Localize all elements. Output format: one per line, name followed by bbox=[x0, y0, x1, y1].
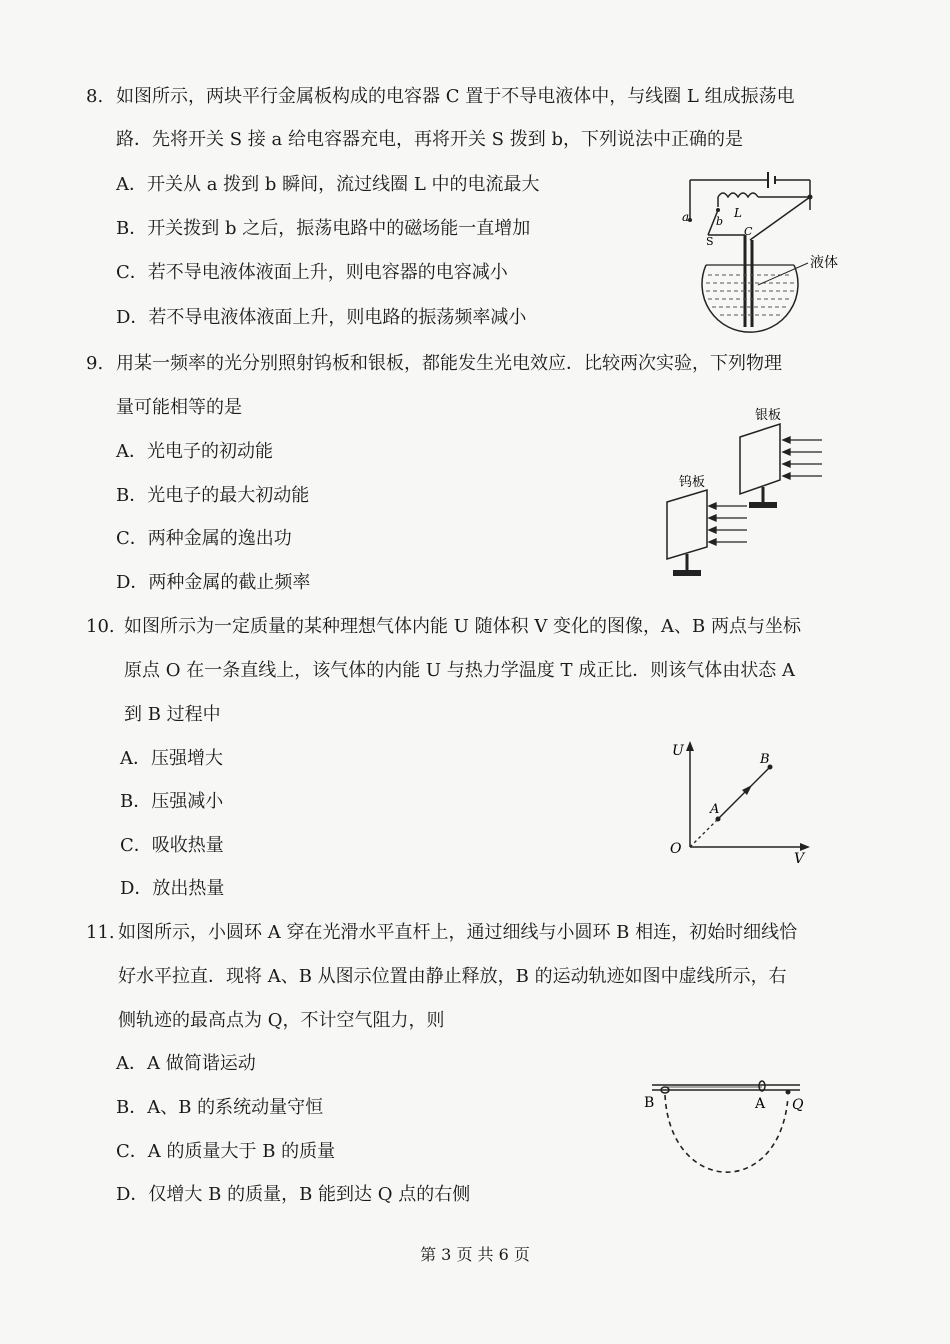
q11-option-a: A．A 做简谐运动 bbox=[116, 1053, 256, 1074]
q11-number: 11. bbox=[86, 922, 115, 943]
q10-label-o: O bbox=[670, 841, 682, 857]
q10-label-b: B bbox=[760, 752, 770, 767]
q9-option-d: D．两种金属的截止频率 bbox=[116, 572, 311, 593]
q9-figure-photoelectric bbox=[655, 402, 835, 587]
q10-option-a: A．压强增大 bbox=[120, 748, 223, 769]
q11-stem-line2: 好水平拉直．现将 A、B 从图示位置由静止释放，B 的运动轨迹如图中虚线所示，右 bbox=[118, 966, 787, 987]
q8-option-a: A．开关从 a 拨到 b 瞬间，流过线圈 L 中的电流最大 bbox=[116, 174, 540, 195]
q11-option-d: D．仅增大 B 的质量，B 能到达 Q 点的右侧 bbox=[116, 1184, 471, 1205]
q11-stem-line3: 侧轨迹的最高点为 Q，不计空气阻力，则 bbox=[118, 1010, 445, 1031]
page-footer: 第 3 页 共 6 页 bbox=[420, 1245, 530, 1264]
q9-number: 9. bbox=[86, 353, 104, 374]
q10-label-u: U bbox=[672, 743, 684, 759]
q10-label-v: V bbox=[794, 851, 805, 867]
q8-number: 8. bbox=[86, 86, 104, 107]
q11-label-b: B bbox=[644, 1095, 655, 1111]
q8-label-l: L bbox=[734, 206, 742, 220]
q8-label-c: C bbox=[744, 225, 753, 238]
q9-option-c: C．两种金属的逸出功 bbox=[116, 528, 292, 549]
q11-option-b: B．A、B 的系统动量守恒 bbox=[116, 1097, 324, 1118]
q10-option-b: B．压强减小 bbox=[120, 791, 224, 812]
q8-stem-line1: 如图所示，两块平行金属板构成的电容器 C 置于不导电液体中，与线圈 L 组成振荡电 bbox=[116, 86, 795, 107]
q8-label-s: S bbox=[706, 235, 714, 248]
q10-figure-uv-graph bbox=[660, 735, 820, 870]
q10-stem-line2: 原点 O 在一条直线上，该气体的内能 U 与热力学温度 T 成正比．则该气体由状态 A bbox=[124, 660, 795, 681]
q8-label-liquid: 液体 bbox=[810, 255, 838, 271]
q9-stem-line2: 量可能相等的是 bbox=[116, 397, 242, 418]
q10-stem-line1: 如图所示为一定质量的某种理想气体内能 U 随体积 V 变化的图像，A、B 两点与坐标 bbox=[124, 616, 802, 637]
q9-option-b: B．光电子的最大初动能 bbox=[116, 485, 310, 506]
q8-option-b: B．开关拨到 b 之后，振荡电路中的磁场能一直增加 bbox=[116, 218, 531, 239]
q9-stem-line1: 用某一频率的光分别照射钨板和银板，都能发生光电效应．比较两次实验，下列物理 bbox=[116, 353, 782, 374]
q8-option-d: D．若不导电液体液面上升，则电路的振荡频率减小 bbox=[116, 307, 527, 328]
q9-label-tungsten: 钨板 bbox=[679, 475, 706, 490]
q11-label-a: A bbox=[755, 1096, 766, 1112]
q11-option-c: C．A 的质量大于 B 的质量 bbox=[116, 1141, 336, 1162]
q9-option-a: A．光电子的初动能 bbox=[116, 441, 273, 462]
q8-label-b: b bbox=[716, 215, 724, 228]
q11-stem-line1: 如图所示，小圆环 A 穿在光滑水平直杆上，通过细线与小圆环 B 相连，初始时细线恰 bbox=[118, 922, 798, 943]
q8-option-c: C．若不导电液体液面上升，则电容器的电容减小 bbox=[116, 262, 508, 283]
q10-option-d: D．放出热量 bbox=[120, 878, 225, 899]
q11-figure-ring-trajectory bbox=[640, 1075, 820, 1205]
q10-label-a: A bbox=[710, 802, 720, 817]
q11-label-q: Q bbox=[792, 1097, 804, 1113]
q10-stem-line3: 到 B 过程中 bbox=[124, 704, 221, 725]
q10-option-c: C．吸收热量 bbox=[120, 835, 224, 856]
q8-figure-lc-circuit bbox=[670, 165, 860, 340]
q8-label-a: a bbox=[682, 210, 690, 224]
q10-number: 10. bbox=[86, 616, 115, 637]
q9-label-silver: 银板 bbox=[755, 408, 782, 423]
q8-stem-line2: 路．先将开关 S 接 a 给电容器充电，再将开关 S 拨到 b，下列说法中正确的是 bbox=[116, 129, 743, 150]
